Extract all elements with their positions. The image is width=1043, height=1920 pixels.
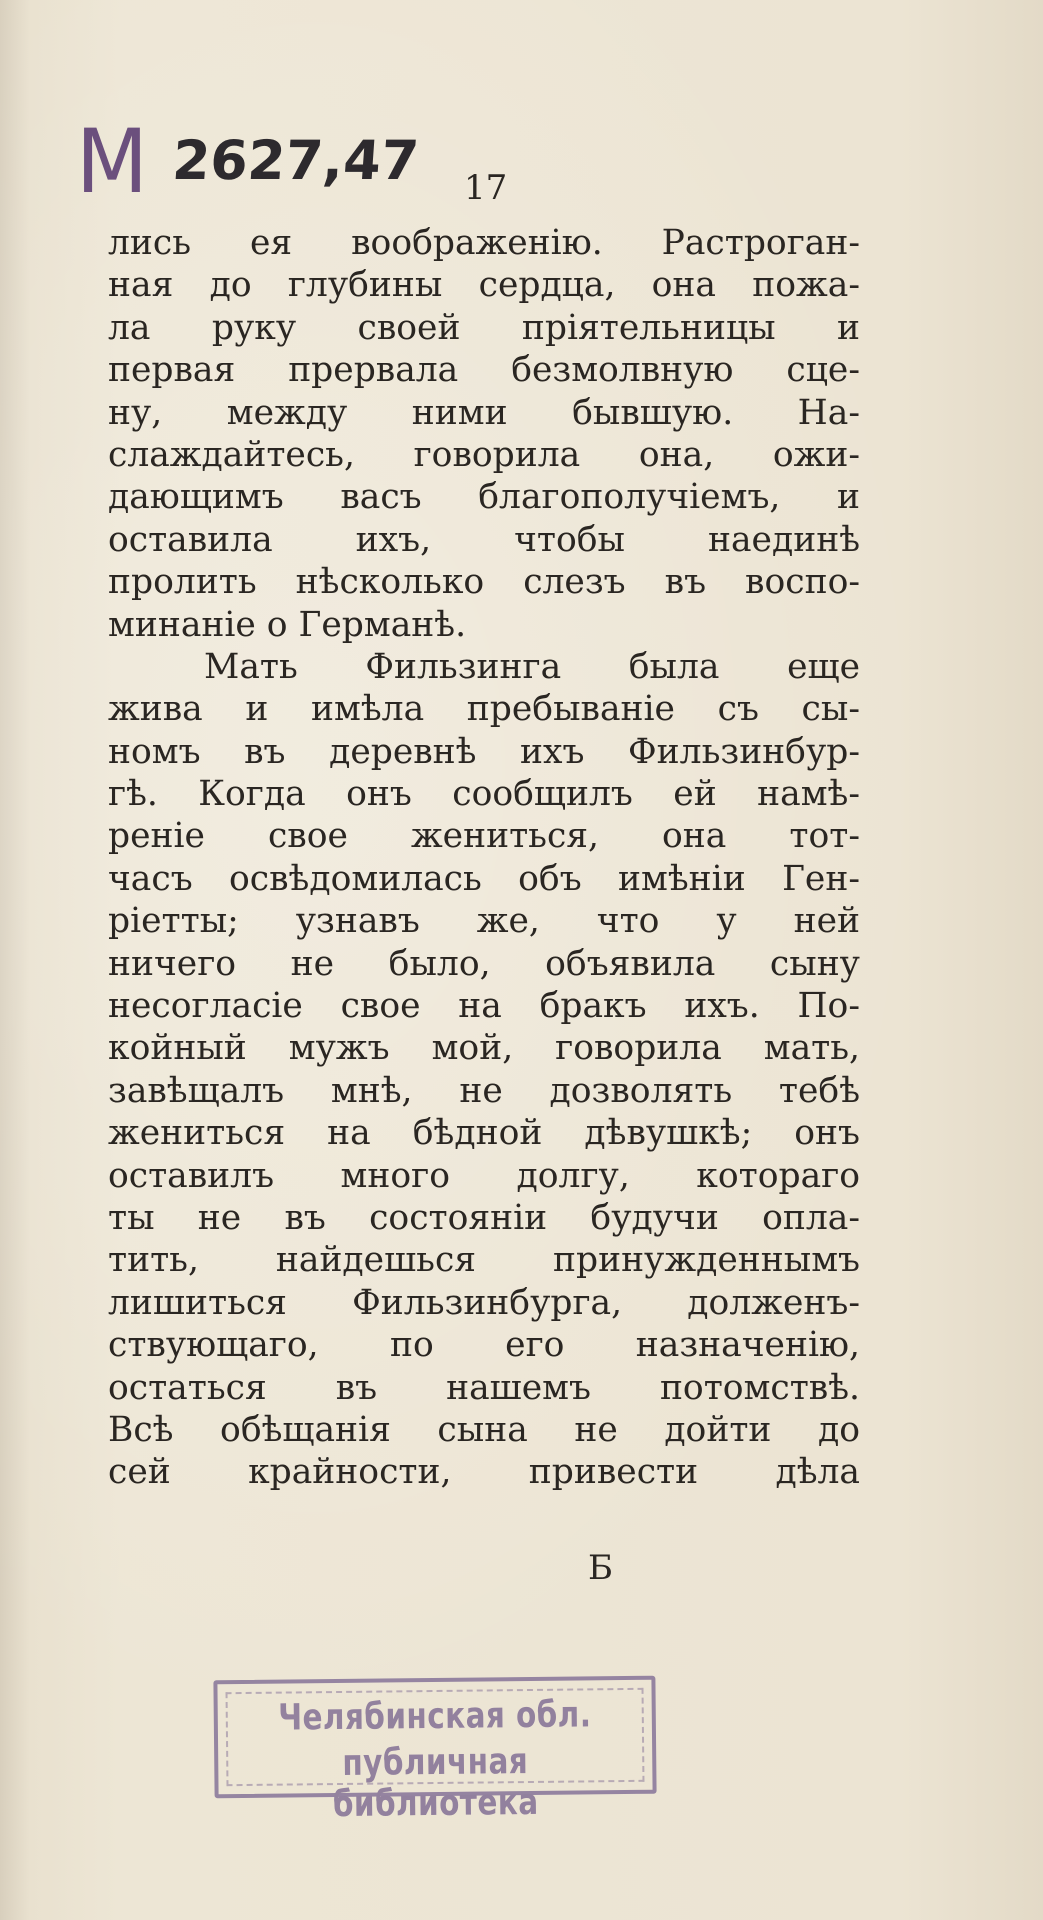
text-line: ты не въ состояніи будучи опла- xyxy=(108,1197,860,1238)
text-line: ну, между ними бывшую. На- xyxy=(108,392,860,433)
text-line: жива и имѣла пребываніе съ сы- xyxy=(108,689,860,730)
text-line: остаться въ нашемъ потомствѣ. xyxy=(108,1367,860,1408)
library-stamp xyxy=(213,1676,656,1826)
stamp-text-line-1: Челябинская обл. xyxy=(278,1694,592,1739)
text-line: завѣщалъ мнѣ, не дозволять тебѣ xyxy=(108,1070,860,1111)
text-line: минаніе о Германѣ. xyxy=(108,604,467,645)
text-line: лись ея воображенію. Растроган- xyxy=(108,223,860,263)
text-line: первая прервала безмолвную сце- xyxy=(108,350,860,391)
text-line: ріетты; узнавъ же, что у ней xyxy=(108,901,860,942)
text-line: ствующаго, по его назначенію, xyxy=(108,1325,860,1366)
text-line: реніе свое жениться, она тот- xyxy=(108,816,860,857)
text-line: Всѣ обѣщанія сына не дойти до xyxy=(108,1409,860,1450)
text-line: слаждайтесь, говорила она, ожи- xyxy=(108,434,860,475)
text-line: ла руку своей пріятельницы и xyxy=(108,307,860,348)
body-text xyxy=(108,222,860,1494)
text-line: сей крайности, привести дѣла xyxy=(108,1452,860,1493)
text-line: оставила ихъ, чтобы наединѣ xyxy=(108,519,860,560)
text-line: несогласіе свое на бракъ ихъ. По- xyxy=(108,986,860,1027)
text-line: номъ въ деревнѣ ихъ Фильзинбур- xyxy=(108,731,860,772)
shelf-mark-letter: М xyxy=(75,110,149,213)
stamp-text-line-2: публичная библиотека xyxy=(332,1741,539,1826)
page-number: 17 xyxy=(464,168,508,208)
text-line: койный мужъ мой, говорила мать, xyxy=(108,1028,860,1069)
text-line: дающимъ васъ благополучіемъ, и xyxy=(108,477,860,518)
shelf-mark-number: 2627,47 xyxy=(170,129,421,192)
text-line: пролить нѣсколько слезъ въ воспо- xyxy=(108,562,860,603)
text-line: оставилъ много долгу, котораго xyxy=(108,1155,860,1196)
text-line: жениться на бѣдной дѣвушкѣ; онъ xyxy=(108,1113,860,1154)
text-line: ная до глубины сердца, она пожа- xyxy=(108,265,860,306)
text-line: гѣ. Когда онъ сообщилъ ей намѣ- xyxy=(108,774,860,815)
text-line: лишиться Фильзинбурга, долженъ- xyxy=(108,1282,860,1323)
text-line: тить, найдешься принужденнымъ xyxy=(108,1240,860,1281)
text-line: ничего не было, объявила сыну xyxy=(108,943,860,984)
paragraph-start-line: Мать Фильзинга была еще xyxy=(204,646,860,687)
text-line: часъ освѣдомилась объ имѣніи Ген- xyxy=(108,858,860,899)
library-shelf-mark xyxy=(74,110,421,213)
signature-mark: Б xyxy=(588,1548,613,1588)
